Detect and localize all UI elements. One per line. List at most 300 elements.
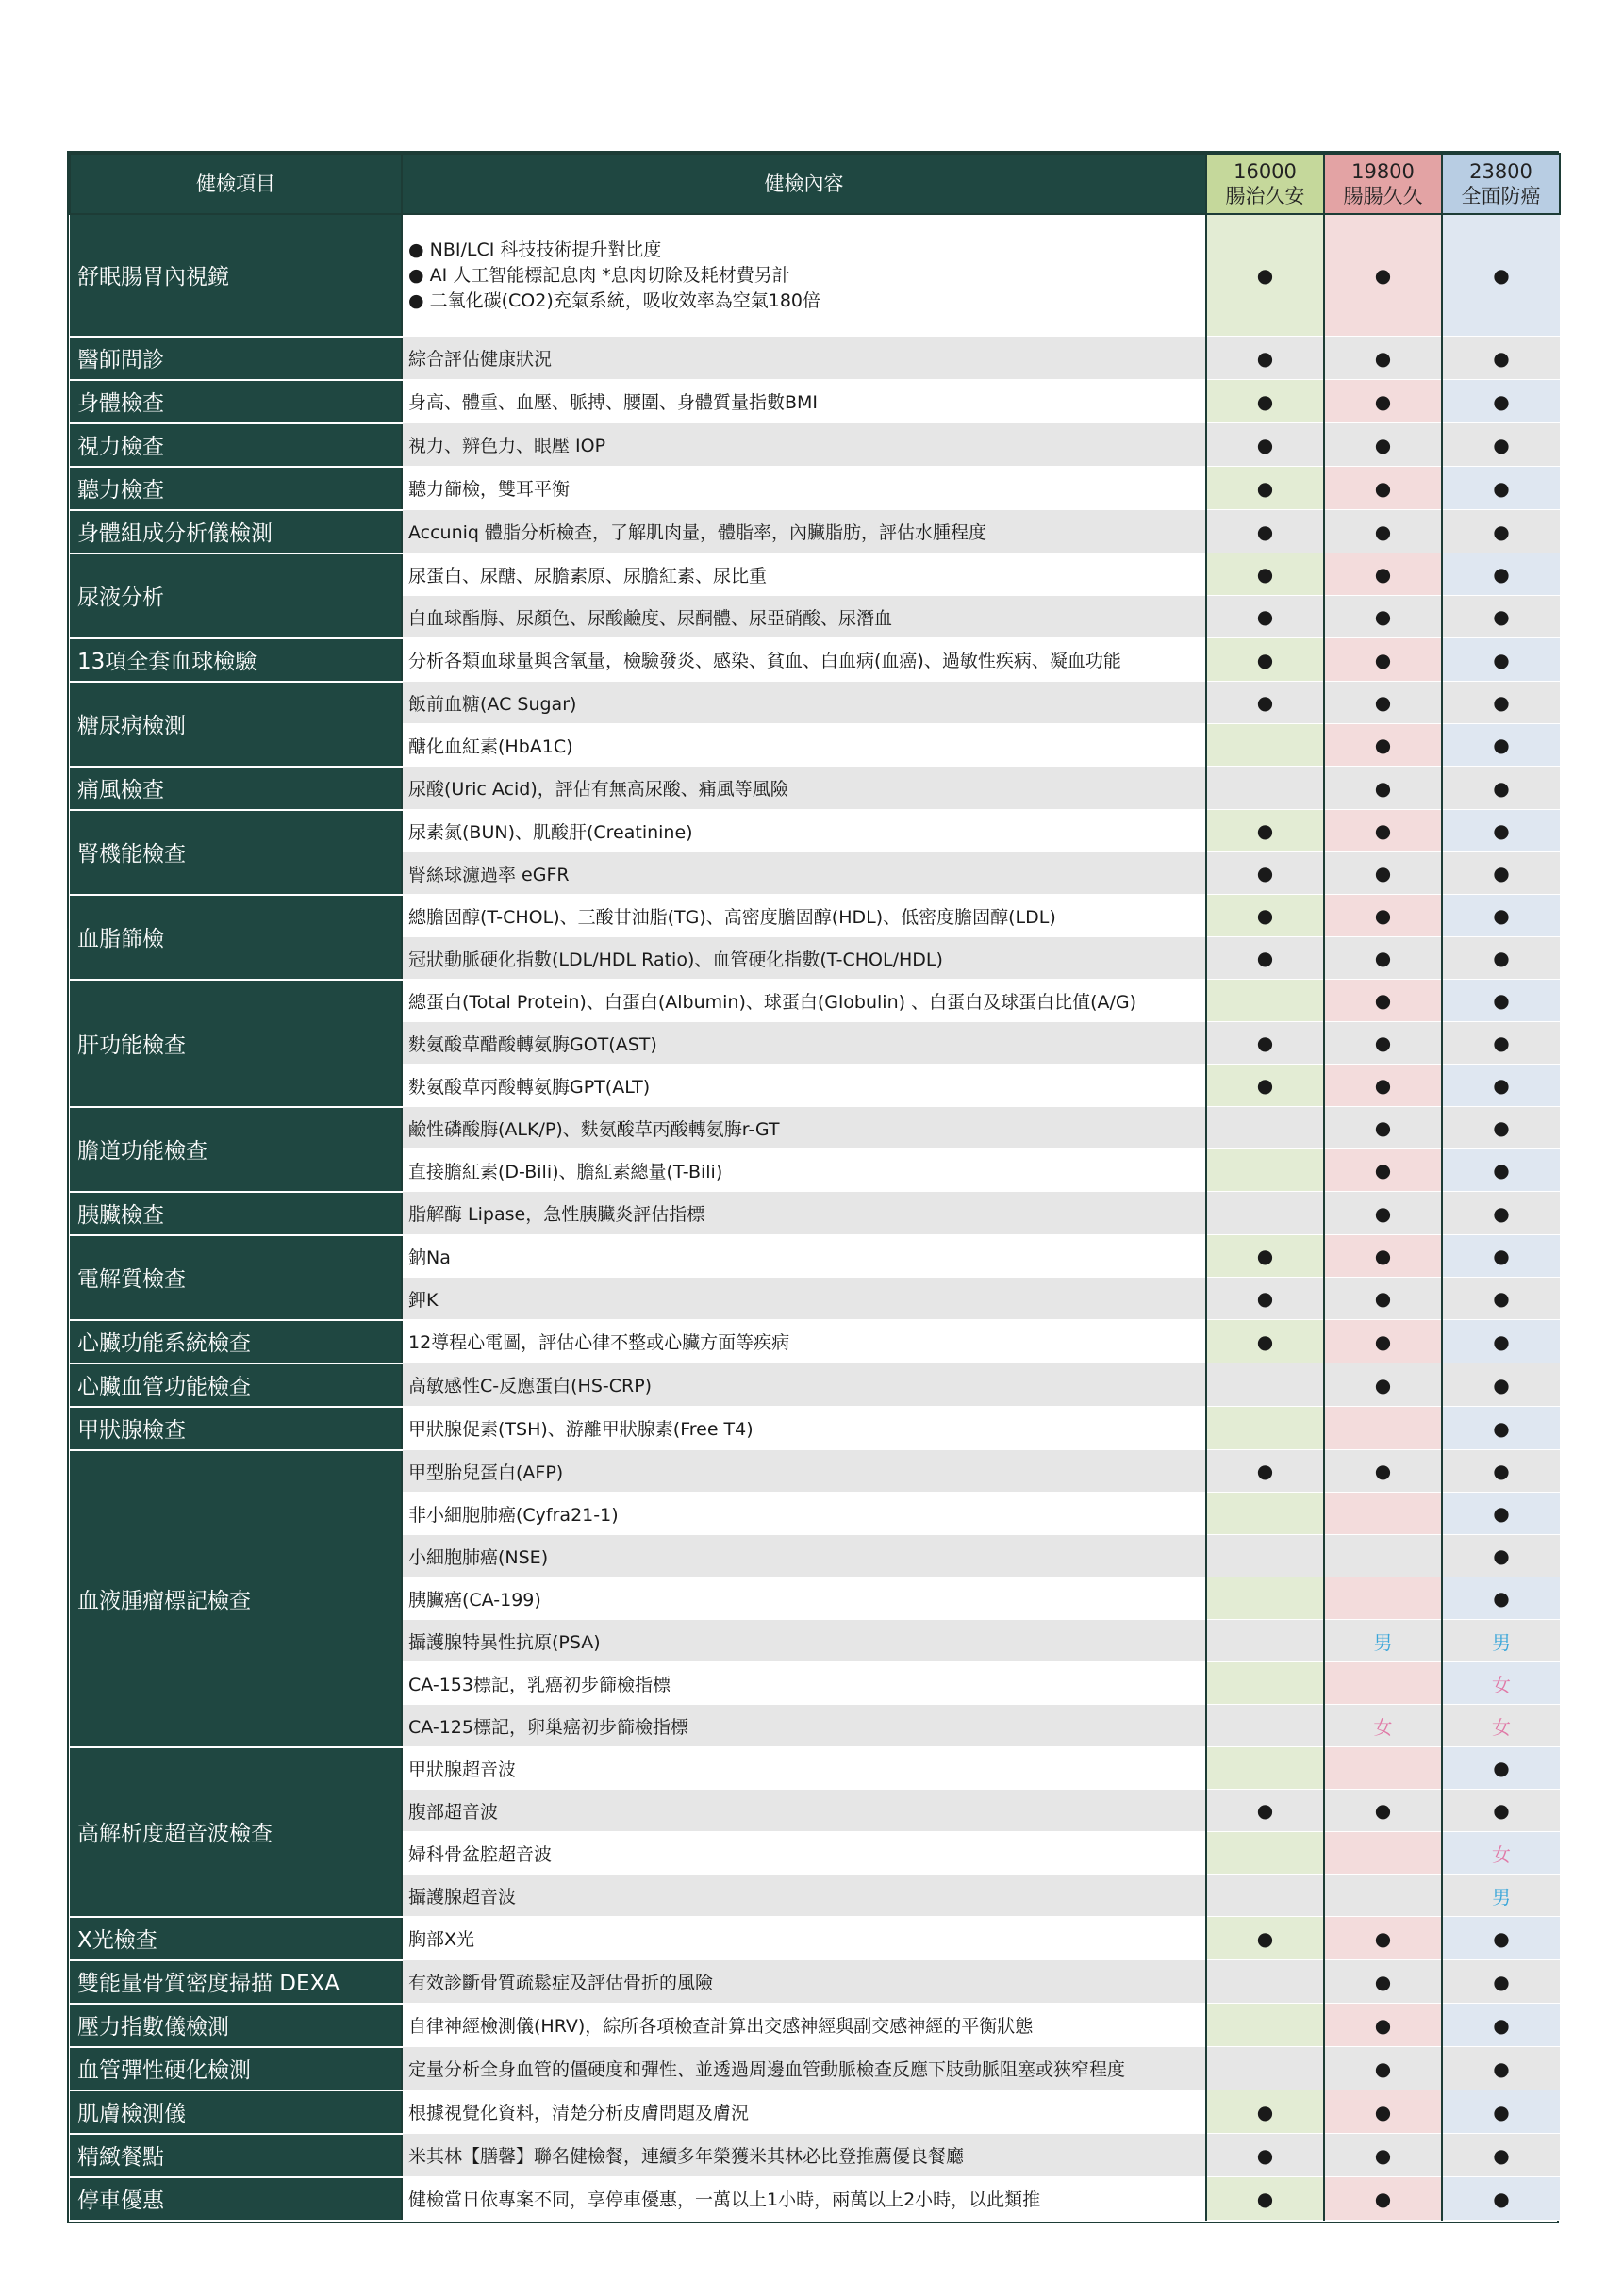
package-2-mark bbox=[1324, 423, 1442, 467]
included-dot-icon: ● bbox=[1374, 2013, 1392, 2037]
table-row bbox=[70, 1917, 1560, 1960]
included-dot-icon: ● bbox=[1256, 648, 1274, 671]
included-dot-icon: ● bbox=[1374, 433, 1392, 456]
package-2-mark bbox=[1324, 1790, 1442, 1832]
table-row bbox=[70, 1235, 1560, 1278]
included-dot-icon: ● bbox=[1493, 1032, 1510, 1054]
package-2-mark bbox=[1324, 767, 1442, 810]
category-cell: 聽力檢查 bbox=[70, 467, 402, 510]
package-3-mark bbox=[1442, 1065, 1560, 1107]
included-dot-icon: ● bbox=[1374, 1373, 1392, 1396]
included-dot-icon: ● bbox=[1374, 989, 1392, 1012]
included-dot-icon: ● bbox=[1493, 947, 1510, 969]
included-dot-icon: ● bbox=[1374, 520, 1392, 543]
included-dot-icon: ● bbox=[1256, 1460, 1274, 1482]
table-row bbox=[70, 510, 1560, 553]
category-cell: 血脂篩檢 bbox=[70, 895, 402, 980]
category-cell: 痛風檢查 bbox=[70, 767, 402, 810]
package-1-mark bbox=[1206, 1577, 1324, 1620]
package-1-mark bbox=[1206, 1320, 1324, 1363]
table-row bbox=[70, 214, 1560, 337]
package-3-mark bbox=[1442, 596, 1560, 638]
included-dot-icon: ● bbox=[1493, 1116, 1510, 1139]
package-2-mark bbox=[1324, 1747, 1442, 1790]
package-1-mark bbox=[1206, 852, 1324, 895]
included-dot-icon: ● bbox=[1374, 648, 1392, 671]
included-dot-icon: ● bbox=[1493, 1245, 1510, 1267]
package-2-mark bbox=[1324, 638, 1442, 682]
included-dot-icon: ● bbox=[1493, 2100, 1510, 2123]
table-row bbox=[70, 1107, 1560, 1149]
content-line: ● 二氧化碳(CO2)充氣系統，吸收效率為空氣180倍 bbox=[408, 289, 821, 311]
included-dot-icon: ● bbox=[1493, 904, 1510, 927]
package-1-mark bbox=[1206, 1407, 1324, 1450]
package-1-mark bbox=[1206, 1832, 1324, 1875]
included-dot-icon: ● bbox=[1493, 2143, 1510, 2167]
content-cell: 婦科骨盆腔超音波 bbox=[402, 1832, 1206, 1875]
category-cell: 電解質檢查 bbox=[70, 1235, 402, 1320]
package-2-mark bbox=[1324, 2004, 1442, 2047]
package-2-mark bbox=[1324, 467, 1442, 510]
package-2-mark bbox=[1324, 510, 1442, 553]
content-cell: 非小細胞肺癌(Cyfra21-1) bbox=[402, 1493, 1206, 1535]
package-3-mark bbox=[1442, 810, 1560, 852]
included-dot-icon: ● bbox=[1374, 1330, 1392, 1353]
included-dot-icon: ● bbox=[1493, 1460, 1510, 1482]
table-row bbox=[70, 2090, 1560, 2134]
content-cell: 小細胞肺癌(NSE) bbox=[402, 1535, 1206, 1577]
included-dot-icon: ● bbox=[1493, 989, 1510, 1012]
table-row bbox=[70, 1960, 1560, 2004]
package-table bbox=[69, 153, 1561, 2222]
category-cell: X光檢查 bbox=[70, 1917, 402, 1960]
package-2-mark bbox=[1324, 1832, 1442, 1875]
table-row bbox=[70, 1747, 1560, 1790]
package-2-mark bbox=[1324, 1917, 1442, 1960]
package-1-mark bbox=[1206, 467, 1324, 510]
package-1-mark bbox=[1206, 980, 1324, 1022]
category-cell: 視力檢查 bbox=[70, 423, 402, 467]
package-2-mark bbox=[1324, 1450, 1442, 1493]
included-dot-icon: ● bbox=[1374, 389, 1392, 413]
package-2-mark bbox=[1324, 1320, 1442, 1363]
package-1-mark bbox=[1206, 1022, 1324, 1065]
package-name: 腸治久安 bbox=[1225, 185, 1305, 207]
content-cell: 甲型胎兒蛋白(AFP) bbox=[402, 1450, 1206, 1493]
category-cell: 肌膚檢測儀 bbox=[70, 2090, 402, 2134]
included-dot-icon: ● bbox=[1493, 1074, 1510, 1097]
package-1-mark bbox=[1206, 510, 1324, 553]
table-row bbox=[70, 638, 1560, 682]
package-1-mark bbox=[1206, 1960, 1324, 2004]
package-3-mark bbox=[1442, 1790, 1560, 1832]
package-3-mark bbox=[1442, 682, 1560, 724]
included-dot-icon: ● bbox=[1493, 2013, 1510, 2037]
included-dot-icon: ● bbox=[1256, 433, 1274, 456]
category-cell: 尿液分析 bbox=[70, 553, 402, 638]
content-cell: 白血球酯脢、尿顏色、尿酸鹼度、尿酮體、尿亞硝酸、尿潛血 bbox=[402, 596, 1206, 638]
table-body bbox=[70, 214, 1560, 2221]
table-row bbox=[70, 1320, 1560, 1363]
content-line: ● AI 人工智能標記息肉 *息肉切除及耗材費另計 bbox=[408, 264, 790, 286]
package-3-mark bbox=[1442, 2134, 1560, 2177]
package-2-mark bbox=[1324, 1577, 1442, 1620]
included-dot-icon: ● bbox=[1493, 264, 1510, 287]
package-3-mark bbox=[1442, 937, 1560, 980]
package-2-mark bbox=[1324, 682, 1442, 724]
package-3-mark bbox=[1442, 2004, 1560, 2047]
content-cell: 有效診斷骨質疏鬆症及評估骨折的風險 bbox=[402, 1960, 1206, 2004]
package-3-mark bbox=[1442, 1832, 1560, 1875]
content-cell: 總膽固醇(T-CHOL)、三酸甘油脂(TG)、高密度膽固醇(HDL)、低密度膽固醇(LDL) bbox=[402, 895, 1206, 937]
included-dot-icon: ● bbox=[1493, 2056, 1510, 2080]
included-dot-icon: ● bbox=[1374, 1799, 1392, 1822]
package-2-mark bbox=[1324, 1192, 1442, 1235]
included-dot-icon: ● bbox=[1374, 2187, 1392, 2210]
included-dot-icon: ● bbox=[1374, 2056, 1392, 2080]
package-3-mark bbox=[1442, 980, 1560, 1022]
table-row bbox=[70, 682, 1560, 724]
package-3-mark bbox=[1442, 1535, 1560, 1577]
package-2-mark bbox=[1324, 1705, 1442, 1747]
package-1-mark bbox=[1206, 638, 1324, 682]
package-1-mark bbox=[1206, 895, 1324, 937]
included-dot-icon: ● bbox=[1493, 1330, 1510, 1353]
included-dot-icon: ● bbox=[1256, 563, 1274, 586]
content-cell: 脂解酶 Lipase，急性胰臟炎評估指標 bbox=[402, 1192, 1206, 1235]
package-name: 腸腸久久 bbox=[1343, 185, 1423, 207]
content-cell: 視力、辨色力、眼壓 IOP bbox=[402, 423, 1206, 467]
table-row bbox=[70, 337, 1560, 380]
package-2-mark bbox=[1324, 1535, 1442, 1577]
table-row bbox=[70, 1192, 1560, 1235]
included-dot-icon: ● bbox=[1493, 648, 1510, 671]
package-2-mark bbox=[1324, 980, 1442, 1022]
package-2-mark bbox=[1324, 724, 1442, 767]
table-row bbox=[70, 380, 1560, 423]
package-3-mark bbox=[1442, 1450, 1560, 1493]
included-dot-icon: ● bbox=[1493, 1287, 1510, 1310]
included-dot-icon: ● bbox=[1493, 1970, 1510, 1993]
content-cell: 尿蛋白、尿醣、尿膽素原、尿膽紅素、尿比重 bbox=[402, 553, 1206, 596]
package-2-mark bbox=[1324, 852, 1442, 895]
package-2-mark bbox=[1324, 1620, 1442, 1662]
included-dot-icon: ● bbox=[1374, 904, 1392, 927]
table-row bbox=[70, 2047, 1560, 2090]
package-1-mark bbox=[1206, 1917, 1324, 1960]
included-dot-icon: ● bbox=[1374, 691, 1392, 714]
package-3-mark bbox=[1442, 1917, 1560, 1960]
included-dot-icon: ● bbox=[1374, 776, 1392, 800]
package-1-mark bbox=[1206, 1875, 1324, 1917]
package-1-mark bbox=[1206, 423, 1324, 467]
table-row bbox=[70, 553, 1560, 596]
package-2-mark bbox=[1324, 810, 1442, 852]
included-dot-icon: ● bbox=[1256, 819, 1274, 842]
content-cell: 鉀K bbox=[402, 1278, 1206, 1320]
package-3-mark bbox=[1442, 2177, 1560, 2221]
package-1-mark bbox=[1206, 1705, 1324, 1747]
included-dot-icon: ● bbox=[1493, 1502, 1510, 1525]
content-cell: 飯前血糖(AC Sugar) bbox=[402, 682, 1206, 724]
package-1-mark bbox=[1206, 1450, 1324, 1493]
included-dot-icon: ● bbox=[1493, 1373, 1510, 1396]
table-row bbox=[70, 2134, 1560, 2177]
included-dot-icon: ● bbox=[1256, 1926, 1274, 1950]
included-dot-icon: ● bbox=[1493, 476, 1510, 500]
content-cell: 攝護腺超音波 bbox=[402, 1875, 1206, 1917]
package-2-mark bbox=[1324, 1662, 1442, 1705]
included-dot-icon: ● bbox=[1493, 563, 1510, 586]
package-2-mark bbox=[1324, 337, 1442, 380]
content-cell: 尿素氮(BUN)、肌酸肝(Creatinine) bbox=[402, 810, 1206, 852]
category-cell: 舒眠腸胃內視鏡 bbox=[70, 214, 402, 337]
package-2-mark bbox=[1324, 2047, 1442, 2090]
package-2-mark bbox=[1324, 1407, 1442, 1450]
content-cell: 鹼性磷酸脢(ALK/P)、麩氨酸草丙酸轉氨脢r-GT bbox=[402, 1107, 1206, 1149]
package-1-mark bbox=[1206, 337, 1324, 380]
package-3-mark bbox=[1442, 1493, 1560, 1535]
included-dot-icon: ● bbox=[1493, 1544, 1510, 1567]
content-cell: 腎絲球濾過率 eGFR bbox=[402, 852, 1206, 895]
package-1-mark bbox=[1206, 1363, 1324, 1407]
included-dot-icon: ● bbox=[1493, 346, 1510, 370]
package-3-mark bbox=[1442, 2090, 1560, 2134]
package-1-mark bbox=[1206, 1747, 1324, 1790]
content-cell: CA-153標記，乳癌初步篩檢指標 bbox=[402, 1662, 1206, 1705]
table-row bbox=[70, 1450, 1560, 1493]
package-3-mark bbox=[1442, 1320, 1560, 1363]
package-1-mark bbox=[1206, 810, 1324, 852]
package-2-mark bbox=[1324, 1960, 1442, 2004]
package-3-mark bbox=[1442, 337, 1560, 380]
included-dot-icon: ● bbox=[1493, 819, 1510, 842]
content-cell: 腹部超音波 bbox=[402, 1790, 1206, 1832]
package-2-mark bbox=[1324, 1065, 1442, 1107]
package-1-mark bbox=[1206, 596, 1324, 638]
package-3-mark bbox=[1442, 1875, 1560, 1917]
package-3-mark bbox=[1442, 895, 1560, 937]
included-dot-icon: ● bbox=[1493, 389, 1510, 413]
content-column-header: 健檢內容 bbox=[402, 154, 1206, 214]
content-cell: 米其林【膳馨】聯名健檢餐，連續多年榮獲米其林必比登推薦優良餐廳 bbox=[402, 2134, 1206, 2177]
category-cell: 壓力指數儀檢測 bbox=[70, 2004, 402, 2047]
package-1-mark bbox=[1206, 553, 1324, 596]
package-3-mark bbox=[1442, 1363, 1560, 1407]
included-dot-icon: ● bbox=[1374, 1926, 1392, 1950]
category-cell: 身體組成分析儀檢測 bbox=[70, 510, 402, 553]
package-3-mark bbox=[1442, 1747, 1560, 1790]
content-cell: 根據視覺化資料，清楚分析皮膚問題及膚況 bbox=[402, 2090, 1206, 2134]
package-3-mark bbox=[1442, 767, 1560, 810]
package-2-mark bbox=[1324, 1235, 1442, 1278]
included-dot-icon: ● bbox=[1493, 862, 1510, 884]
included-dot-icon: ● bbox=[1374, 1287, 1392, 1310]
included-dot-icon: ● bbox=[1374, 563, 1392, 586]
package-1-mark bbox=[1206, 380, 1324, 423]
included-dot-icon: ● bbox=[1374, 947, 1392, 969]
female-only-label: 女 bbox=[1492, 1715, 1511, 1739]
package-2-mark bbox=[1324, 895, 1442, 937]
package-2-mark bbox=[1324, 1278, 1442, 1320]
package-price: 16000 bbox=[1234, 159, 1297, 183]
included-dot-icon: ● bbox=[1493, 2187, 1510, 2210]
package-2-mark bbox=[1324, 1107, 1442, 1149]
header-row bbox=[70, 154, 1560, 214]
package-2-mark bbox=[1324, 1149, 1442, 1192]
package-2-mark bbox=[1324, 553, 1442, 596]
package-3-mark bbox=[1442, 1705, 1560, 1747]
category-cell: 腎機能檢查 bbox=[70, 810, 402, 895]
category-cell: 心臟血管功能檢查 bbox=[70, 1363, 402, 1407]
included-dot-icon: ● bbox=[1256, 862, 1274, 884]
included-dot-icon: ● bbox=[1256, 605, 1274, 628]
package-1-mark bbox=[1206, 2004, 1324, 2047]
package-19800-header bbox=[1324, 154, 1442, 214]
package-2-mark bbox=[1324, 1363, 1442, 1407]
content-cell: 身高、體重、血壓、脈搏、腰圍、身體質量指數BMI bbox=[402, 380, 1206, 423]
table-row bbox=[70, 810, 1560, 852]
package-price: 23800 bbox=[1469, 159, 1532, 183]
category-cell: 心臟功能系統檢查 bbox=[70, 1320, 402, 1363]
included-dot-icon: ● bbox=[1256, 520, 1274, 543]
included-dot-icon: ● bbox=[1374, 1460, 1392, 1482]
included-dot-icon: ● bbox=[1493, 605, 1510, 628]
package-3-mark bbox=[1442, 852, 1560, 895]
category-cell: 肝功能檢查 bbox=[70, 980, 402, 1107]
package-3-mark bbox=[1442, 1107, 1560, 1149]
included-dot-icon: ● bbox=[1374, 862, 1392, 884]
table-row bbox=[70, 1407, 1560, 1450]
male-only-label: 男 bbox=[1492, 1630, 1511, 1654]
table-row bbox=[70, 1363, 1560, 1407]
package-1-mark bbox=[1206, 682, 1324, 724]
package-2-mark bbox=[1324, 1875, 1442, 1917]
content-cell: 麩氨酸草丙酸轉氨脢GPT(ALT) bbox=[402, 1065, 1206, 1107]
included-dot-icon: ● bbox=[1374, 1970, 1392, 1993]
content-cell: 自律神經檢測儀(HRV)，綜所各項檢查計算出交感神經與副交感神經的平衡狀態 bbox=[402, 2004, 1206, 2047]
package-2-mark bbox=[1324, 2134, 1442, 2177]
content-cell: 冠狀動脈硬化指數(LDL/HDL Ratio)、血管硬化指數(T-CHOL/HDL) bbox=[402, 937, 1206, 980]
included-dot-icon: ● bbox=[1493, 1159, 1510, 1181]
content-cell: CA-125標記，卵巢癌初步篩檢指標 bbox=[402, 1705, 1206, 1747]
included-dot-icon: ● bbox=[1374, 1201, 1392, 1225]
content-cell: 尿酸(Uric Acid)，評估有無高尿酸、痛風等風險 bbox=[402, 767, 1206, 810]
content-line: ● NBI/LCI 科技技術提升對比度 bbox=[408, 239, 662, 260]
package-1-mark bbox=[1206, 2134, 1324, 2177]
content-cell: 胰臟癌(CA-199) bbox=[402, 1577, 1206, 1620]
included-dot-icon: ● bbox=[1256, 1032, 1274, 1054]
package-3-mark bbox=[1442, 553, 1560, 596]
package-1-mark bbox=[1206, 1790, 1324, 1832]
package-1-mark bbox=[1206, 214, 1324, 337]
package-1-mark bbox=[1206, 1662, 1324, 1705]
package-1-mark bbox=[1206, 2177, 1324, 2221]
included-dot-icon: ● bbox=[1374, 1245, 1392, 1267]
content-cell: 鈉Na bbox=[402, 1235, 1206, 1278]
content-cell: 甲狀腺促素(TSH)、游離甲狀腺素(Free T4) bbox=[402, 1407, 1206, 1450]
category-cell: 膽道功能檢查 bbox=[70, 1107, 402, 1192]
male-only-label: 男 bbox=[1373, 1630, 1393, 1654]
included-dot-icon: ● bbox=[1256, 1799, 1274, 1822]
included-dot-icon: ● bbox=[1256, 1245, 1274, 1267]
content-cell: 12導程心電圖，評估心律不整或心臟方面等疾病 bbox=[402, 1320, 1206, 1363]
package-3-mark bbox=[1442, 214, 1560, 337]
female-only-label: 女 bbox=[1492, 1673, 1511, 1696]
package-2-mark bbox=[1324, 1022, 1442, 1065]
included-dot-icon: ● bbox=[1493, 734, 1510, 756]
included-dot-icon: ● bbox=[1256, 1287, 1274, 1310]
included-dot-icon: ● bbox=[1493, 520, 1510, 543]
female-only-label: 女 bbox=[1492, 1842, 1511, 1866]
included-dot-icon: ● bbox=[1256, 476, 1274, 500]
included-dot-icon: ● bbox=[1374, 1032, 1392, 1054]
included-dot-icon: ● bbox=[1493, 1926, 1510, 1950]
table-row bbox=[70, 423, 1560, 467]
content-cell: 攝護腺特異性抗原(PSA) bbox=[402, 1620, 1206, 1662]
package-2-mark bbox=[1324, 380, 1442, 423]
package-3-mark bbox=[1442, 724, 1560, 767]
included-dot-icon: ● bbox=[1256, 346, 1274, 370]
package-23800-header bbox=[1442, 154, 1560, 214]
included-dot-icon: ● bbox=[1256, 1074, 1274, 1097]
included-dot-icon: ● bbox=[1256, 904, 1274, 927]
table-row bbox=[70, 2004, 1560, 2047]
package-1-mark bbox=[1206, 1278, 1324, 1320]
package-3-mark bbox=[1442, 1662, 1560, 1705]
included-dot-icon: ● bbox=[1374, 605, 1392, 628]
item-column-header: 健檢項目 bbox=[70, 154, 402, 214]
package-3-mark bbox=[1442, 1278, 1560, 1320]
content-cell: 醣化血紅素(HbA1C) bbox=[402, 724, 1206, 767]
package-3-mark bbox=[1442, 1620, 1560, 1662]
category-cell: 血液腫瘤標記檢查 bbox=[70, 1450, 402, 1747]
male-only-label: 男 bbox=[1492, 1885, 1511, 1908]
content-cell: 麩氨酸草醋酸轉氨脢GOT(AST) bbox=[402, 1022, 1206, 1065]
included-dot-icon: ● bbox=[1493, 1587, 1510, 1610]
included-dot-icon: ● bbox=[1493, 1201, 1510, 1225]
content-cell: 直接膽紅素(D-Bili)、膽紅素總量(T-Bili) bbox=[402, 1149, 1206, 1192]
included-dot-icon: ● bbox=[1256, 691, 1274, 714]
included-dot-icon: ● bbox=[1256, 947, 1274, 969]
package-3-mark bbox=[1442, 1022, 1560, 1065]
category-cell: 甲狀腺檢查 bbox=[70, 1407, 402, 1450]
package-name: 全面防癌 bbox=[1461, 185, 1541, 207]
category-cell: 雙能量骨質密度掃描 DEXA bbox=[70, 1960, 402, 2004]
included-dot-icon: ● bbox=[1374, 819, 1392, 842]
included-dot-icon: ● bbox=[1374, 2143, 1392, 2167]
package-1-mark bbox=[1206, 1535, 1324, 1577]
included-dot-icon: ● bbox=[1256, 1330, 1274, 1353]
included-dot-icon: ● bbox=[1374, 2100, 1392, 2123]
included-dot-icon: ● bbox=[1374, 476, 1392, 500]
included-dot-icon: ● bbox=[1493, 776, 1510, 800]
content-cell bbox=[402, 214, 1206, 337]
package-1-mark bbox=[1206, 2047, 1324, 2090]
content-cell: 甲狀腺超音波 bbox=[402, 1747, 1206, 1790]
package-price: 19800 bbox=[1351, 159, 1415, 183]
included-dot-icon: ● bbox=[1256, 2187, 1274, 2210]
package-3-mark bbox=[1442, 467, 1560, 510]
included-dot-icon: ● bbox=[1493, 1799, 1510, 1822]
included-dot-icon: ● bbox=[1374, 1116, 1392, 1139]
package-2-mark bbox=[1324, 214, 1442, 337]
package-3-mark bbox=[1442, 1192, 1560, 1235]
package-1-mark bbox=[1206, 767, 1324, 810]
package-1-mark bbox=[1206, 1493, 1324, 1535]
content-cell: 聽力篩檢，雙耳平衡 bbox=[402, 467, 1206, 510]
included-dot-icon: ● bbox=[1374, 734, 1392, 756]
